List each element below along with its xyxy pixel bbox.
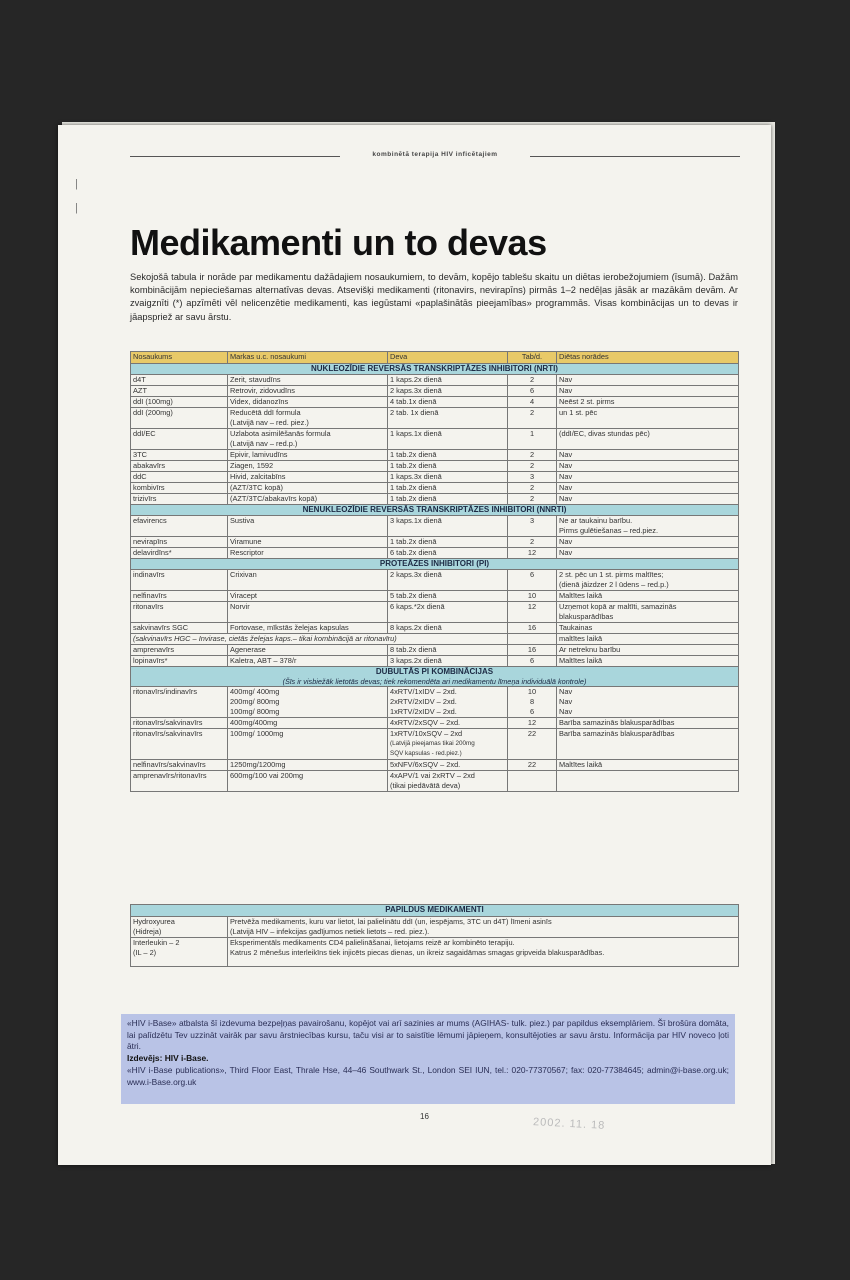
- drug-name: ritonavīrs/sakvinavīrs: [131, 718, 228, 729]
- dose: 4xAPV/1 vai 2xRTV – 2xd: [388, 771, 508, 782]
- brand-names: [228, 526, 388, 537]
- section-heading-row: [131, 505, 739, 516]
- diet-notes: Ar netreknu barību: [557, 645, 739, 656]
- tablets-per-day: 2: [508, 537, 557, 548]
- table-row: [131, 439, 739, 450]
- tablets-per-day: [508, 612, 557, 623]
- table-row: [131, 623, 739, 634]
- diet-notes: Nav: [557, 494, 739, 505]
- intro-paragraph: Sekojošā tabula ir norāde par medikamentu dažādajiem nosaukumiem, to devām, kopējo tablešu skaitu un diētas ierobežojumiem (īsumā). Dažām kombinācijām nepieciešamas alternatīvas devas. Atsevišķi medikamenti (ritonavirs, nevirapīns) pirmās 1–2 nedēļas jāsāk ar mazākām devām. Ar zvaigznīti (*) apzīmēti vēl nelicenzētie medikamenti, kas iegūstami «paplašinātās pieejamības» programmās. Visas kombinācijas un to devas ir jāapspriež ar savu ārstu.: [130, 272, 738, 322]
- section-heading-row: [131, 667, 739, 687]
- drug-description: Pretvēža medikaments, kuru var lietot, lai palielinātu ddI (un, iespējams, 3TC un d4T) līmeni asinīs: [228, 917, 739, 928]
- drug-name: d4T: [131, 375, 228, 386]
- diet-notes: Nav: [557, 697, 739, 707]
- dose: SQV kapsulas - red.piez.): [388, 749, 508, 760]
- table-row: [131, 771, 739, 782]
- brand-names: Crixivan: [228, 570, 388, 581]
- diet-notes: Maltītes laikā: [557, 760, 739, 771]
- diet-notes: Taukainas: [557, 623, 739, 634]
- tablets-per-day: 12: [508, 602, 557, 613]
- brand-names: 100mg/ 800mg: [228, 707, 388, 718]
- tablets-per-day: 3: [508, 472, 557, 483]
- tablets-per-day: 2: [508, 408, 557, 419]
- brand-names: (Latvijā nav – red.p.): [228, 439, 388, 450]
- tablets-per-day: [508, 418, 557, 429]
- brand-names: Epivir, lamivudīns: [228, 450, 388, 461]
- drug-name: Hydroxyurea: [131, 917, 228, 928]
- tablets-per-day: 2: [508, 450, 557, 461]
- diet-notes: (dienā jāizdzer 2 l ūdens – red.p.): [557, 580, 739, 591]
- drug-name: ritonavīrs/sakvinavīrs: [131, 729, 228, 740]
- dose: 1xRTV/10xSQV – 2xd: [388, 729, 508, 740]
- table-row: [131, 917, 739, 928]
- tablets-per-day: [508, 439, 557, 450]
- drug-name: delavirdīns*: [131, 548, 228, 559]
- tablets-per-day: [508, 771, 557, 782]
- dose: 3 kaps.1x dienā: [388, 516, 508, 527]
- table-row: [131, 580, 739, 591]
- column-header: Nosaukums: [131, 352, 228, 364]
- dose: [388, 439, 508, 450]
- dose: 1 tab.2x dienā: [388, 461, 508, 472]
- dose: [388, 418, 508, 429]
- drug-name: [131, 526, 228, 537]
- column-header: Deva: [388, 352, 508, 364]
- brand-names: Zerit, stavudīns: [228, 375, 388, 386]
- table-row: [131, 461, 739, 472]
- brand-names: Reducētā ddI formula: [228, 408, 388, 419]
- tablets-per-day: 12: [508, 548, 557, 559]
- section-title: PROTEĀZES INHIBITORI (PI): [379, 559, 490, 568]
- table-row: [131, 548, 739, 559]
- drug-name: 3TC: [131, 450, 228, 461]
- drug-name: ddI (200mg): [131, 408, 228, 419]
- drug-name: ddC: [131, 472, 228, 483]
- drug-name: nelfinavīrs: [131, 591, 228, 602]
- diet-notes: Nav: [557, 375, 739, 386]
- brand-names: 400mg/ 400mg: [228, 687, 388, 698]
- table-header-row: [131, 352, 739, 364]
- section-heading-row: [131, 364, 739, 375]
- table-row: [131, 591, 739, 602]
- dose: 2 tab. 1x dienā: [388, 408, 508, 419]
- diet-notes: [557, 439, 739, 450]
- drug-name: [131, 580, 228, 591]
- brand-names: Viramune: [228, 537, 388, 548]
- dose: 1 kaps.2x dienā: [388, 375, 508, 386]
- dose: 1 tab.2x dienā: [388, 450, 508, 461]
- section-title: PAPILDUS MEDIKAMENTI: [131, 905, 739, 917]
- medication-table: [130, 351, 739, 792]
- tablets-per-day: [508, 781, 557, 792]
- dose: 1 kaps.1x dienā: [388, 429, 508, 440]
- diet-notes: Ne ar taukainu barību.: [557, 516, 739, 527]
- table-row: [131, 397, 739, 408]
- dose: 1 tab.2x dienā: [388, 494, 508, 505]
- table-row: [131, 697, 739, 707]
- table-row: [131, 516, 739, 527]
- brand-names: 1250mg/1200mg: [228, 760, 388, 771]
- drug-name: lopinavīrs*: [131, 656, 228, 667]
- section-title: NUKLEOZĪDIE REVERSĀS TRANSKRIPTĀZES INHIBITORI (NRTI): [311, 364, 558, 373]
- drug-name: indinavīrs: [131, 570, 228, 581]
- drug-name: ritonavīrs/indinavīrs: [131, 687, 228, 698]
- drug-name: trizivīrs: [131, 494, 228, 505]
- drug-name: efavirencs: [131, 516, 228, 527]
- section-title: NENUKLEOZĪDIE REVERSĀS TRANSKRIPTĀZES INHIBITORI (NNRTI): [302, 505, 567, 514]
- dose: 6 tab.2x dienā: [388, 548, 508, 559]
- publisher-info-box: [121, 1014, 735, 1104]
- table-row: [131, 570, 739, 581]
- diet-notes: Nav: [557, 450, 739, 461]
- drug-name: nelfinavīrs/sakvinavīrs: [131, 760, 228, 771]
- table-row: [131, 656, 739, 667]
- diet-notes: [557, 739, 739, 749]
- dose: 5 tab.2x dienā: [388, 591, 508, 602]
- drug-name: [131, 697, 228, 707]
- tablets-per-day: 16: [508, 623, 557, 634]
- drug-description: Eksperimentāls medikaments CD4 palielināšanai, lietojams reizē ar kombinēto terapiju.: [228, 938, 739, 949]
- column-header: Diētas norādes: [557, 352, 739, 364]
- brand-names: 200mg/ 800mg: [228, 697, 388, 707]
- dose: 1xRTV/2xIDV – 2xd.: [388, 707, 508, 718]
- drug-name: [131, 612, 228, 623]
- drug-name: ddI/EC: [131, 429, 228, 440]
- table-row: [131, 483, 739, 494]
- diet-notes: [557, 749, 739, 760]
- table-row: [131, 781, 739, 792]
- brand-names: Norvir: [228, 602, 388, 613]
- section-title-cell: [131, 505, 739, 516]
- brand-names: [228, 749, 388, 760]
- diet-notes: Nav: [557, 386, 739, 397]
- tablets-per-day: [508, 749, 557, 760]
- section-title-cell: [131, 364, 739, 375]
- brand-names: Viracept: [228, 591, 388, 602]
- brand-names: (Latvijā nav – red. piez.): [228, 418, 388, 429]
- table-row: [131, 526, 739, 537]
- drug-name: Interleukin – 2: [131, 938, 228, 949]
- table-row: [131, 645, 739, 656]
- additional-medication-table: [130, 904, 739, 967]
- tablets-per-day: 1: [508, 429, 557, 440]
- drug-name: amprenavīrs: [131, 645, 228, 656]
- table-row: [131, 537, 739, 548]
- table-row: [131, 687, 739, 698]
- date-stamp: 2002. 11. 18: [532, 1116, 606, 1132]
- dose: 1 kaps.3x dienā: [388, 472, 508, 483]
- dose: [388, 580, 508, 591]
- brand-names: Retrovir, zidovudīns: [228, 386, 388, 397]
- drug-name: [131, 739, 228, 749]
- tablets-per-day: [508, 580, 557, 591]
- tablets-per-day: 2: [508, 483, 557, 494]
- diet-notes: [557, 418, 739, 429]
- drug-description: (Latvijā HIV – infekcijas gadījumos netiek lietots – red. piez.).: [228, 927, 739, 938]
- drug-name: amprenavīrs/ritonavīrs: [131, 771, 228, 782]
- dose: 4xRTV/2xSQV – 2xd.: [388, 718, 508, 729]
- table-row: [131, 760, 739, 771]
- dose: 3 kaps.2x dienā: [388, 656, 508, 667]
- dose: 4xRTV/1xIDV – 2xd.: [388, 687, 508, 698]
- diet-notes: Nav: [557, 483, 739, 494]
- table-row: [131, 707, 739, 718]
- table-row: [131, 718, 739, 729]
- diet-notes: Maltītes laikā: [557, 591, 739, 602]
- drug-name: [131, 781, 228, 792]
- table-row: [131, 472, 739, 483]
- diet-notes: Neēst 2 st. pirms: [557, 397, 739, 408]
- brand-names: 600mg/100 vai 200mg: [228, 771, 388, 782]
- dose: [388, 612, 508, 623]
- section-heading-row: [131, 559, 739, 570]
- drug-name: kombivīrs: [131, 483, 228, 494]
- table-row: [131, 612, 739, 623]
- brand-names: [228, 781, 388, 792]
- dose: 1 tab.2x dienā: [388, 483, 508, 494]
- dose: 6 kaps.*2x dienā: [388, 602, 508, 613]
- dose: (Latvijā pieejamas tikai 200mg: [388, 739, 508, 749]
- tablets-per-day: [508, 739, 557, 749]
- drug-name: ddI (100mg): [131, 397, 228, 408]
- column-header: Markas u.c. nosaukumi: [228, 352, 388, 364]
- table-row: [131, 634, 739, 645]
- diet-notes: 2 st. pēc un 1 st. pirms maltītes;: [557, 570, 739, 581]
- tablets-per-day: 22: [508, 729, 557, 740]
- tablets-per-day: 6: [508, 656, 557, 667]
- brand-names: [228, 580, 388, 591]
- tablets-per-day: 6: [508, 386, 557, 397]
- brand-names: Videx, didanozīns: [228, 397, 388, 408]
- drug-name: (Hidreja): [131, 927, 228, 938]
- section-note: (Šīs ir visbiežāk lietotās devas; tiek rekomendēta ari medikamentu līmeņa individuālā kontrole): [282, 676, 587, 686]
- table-row: [131, 602, 739, 613]
- section-heading-row: [131, 905, 739, 917]
- diet-notes: Pirms gulētiešanas – red.piez.: [557, 526, 739, 537]
- brand-names: Uzlabota asimilēšanās formula: [228, 429, 388, 440]
- tablets-per-day: [508, 634, 557, 645]
- dose: 4 tab.1x dienā: [388, 397, 508, 408]
- table-row: [131, 927, 739, 938]
- diet-notes: maltītes laikā: [557, 634, 739, 645]
- publisher-address: «HIV i-Base publications», Third Floor East, Thrale Hse, 44–46 Southwark St., London SEI IUN, tel.: 020-77370567; fax: 020-77384645; admin@i-base.org.uk; www.i-Base.org.uk: [127, 1064, 729, 1087]
- diet-notes: Nav: [557, 548, 739, 559]
- diet-notes: [557, 771, 739, 782]
- page-number: 16: [420, 1112, 429, 1121]
- drug-name: ritonavīrs: [131, 602, 228, 613]
- table-row: [131, 450, 739, 461]
- brand-names: (AZT/3TC kopā): [228, 483, 388, 494]
- brand-names: Hivid, zalcitabīns: [228, 472, 388, 483]
- tablets-per-day: 12: [508, 718, 557, 729]
- brand-names: Sustiva: [228, 516, 388, 527]
- diet-notes: Barība samazinās blakusparādības: [557, 729, 739, 740]
- table-row: [131, 739, 739, 749]
- brand-names: [228, 612, 388, 623]
- tablets-per-day: 16: [508, 645, 557, 656]
- tablets-per-day: 2: [508, 461, 557, 472]
- tablets-per-day: 2: [508, 494, 557, 505]
- table-row: [131, 429, 739, 440]
- page-title: Medikamenti un to devas: [130, 222, 547, 263]
- dose: 5xNFV/6xSQV – 2xd.: [388, 760, 508, 771]
- running-header: [130, 150, 740, 164]
- diet-notes: (ddI/EC, divas stundas pēc): [557, 429, 739, 440]
- drug-name: [131, 749, 228, 760]
- dose: 8 kaps.2x dienā: [388, 623, 508, 634]
- drug-name: nevirapīns: [131, 537, 228, 548]
- brand-names: 100mg/ 1000mg: [228, 729, 388, 740]
- dose: [388, 526, 508, 537]
- drug-name: [131, 707, 228, 718]
- column-header: Tab/d.: [508, 352, 557, 364]
- table-row: [131, 494, 739, 505]
- diet-notes: Maltītes laikā: [557, 656, 739, 667]
- section-title: DUBULTĀS PI KOMBINĀCIJAS: [375, 667, 494, 676]
- tablets-per-day: 22: [508, 760, 557, 771]
- diet-notes: [557, 781, 739, 792]
- drug-name: [131, 418, 228, 429]
- table-row: [131, 375, 739, 386]
- footer-paragraph: «HIV i-Base» atbalsta šī izdevuma bezpeļņas pavairošanu, kopējot vai arī sazinies ar mums (AGIHAS- tulk. piez.) par papildus eksemplāriem. Šī brošūra domāta, lai palīdzētu Tev uzzināt vairāk par savu ārstniecības kursu, taču visi ar to saistītie lēmumi jāpieņem, konsultējoties ar savu ārstu. Informācija par HIV noveco ļoti ātri.: [127, 1018, 729, 1052]
- table-row: [131, 418, 739, 429]
- brand-names: Agenerase: [228, 645, 388, 656]
- drug-name: (sakvinavīrs HGC – Invirase, cietās želejas kaps.– tikai kombinācijā ar ritonavīru): [131, 634, 508, 645]
- diet-notes: Barība samazinās blakusparādības: [557, 718, 739, 729]
- table-row: [131, 386, 739, 397]
- diet-notes: blakusparādības: [557, 612, 739, 623]
- publisher-label: Izdevējs: HIV i-Base.: [127, 1053, 209, 1064]
- brand-names: Kaletra, ABT – 378/r: [228, 656, 388, 667]
- tablets-per-day: 10: [508, 687, 557, 698]
- drug-name: abakavīrs: [131, 461, 228, 472]
- tablets-per-day: [508, 526, 557, 537]
- table-row: [131, 729, 739, 740]
- dose: 2xRTV/2xIDV – 2xd.: [388, 697, 508, 707]
- drug-name: [131, 439, 228, 450]
- drug-name: AZT: [131, 386, 228, 397]
- diet-notes: un 1 st. pēc: [557, 408, 739, 419]
- diet-notes: Nav: [557, 472, 739, 483]
- dose: 2 kaps.3x dienā: [388, 386, 508, 397]
- drug-name: sakvinavīrs SGC: [131, 623, 228, 634]
- tablets-per-day: 6: [508, 707, 557, 718]
- drug-description: Katrus 2 mēnešus interleikīns tiek injicēts piecas dienas, un ikreiz sagaidāmas smagas gripveida blakusparādības.: [228, 948, 739, 967]
- tablets-per-day: 3: [508, 516, 557, 527]
- diet-notes: Nav: [557, 461, 739, 472]
- dose: 8 tab.2x dienā: [388, 645, 508, 656]
- tablets-per-day: 10: [508, 591, 557, 602]
- table-row: [131, 408, 739, 419]
- margin-marks: | |: [75, 178, 78, 214]
- tablets-per-day: 2: [508, 375, 557, 386]
- dose: (tikai piedāvātā deva): [388, 781, 508, 792]
- diet-notes: Nav: [557, 537, 739, 548]
- tablets-per-day: 4: [508, 397, 557, 408]
- diet-notes: Nav: [557, 707, 739, 718]
- diet-notes: Uzņemot kopā ar maltīti, samazinās: [557, 602, 739, 613]
- table-row: [131, 948, 739, 967]
- brand-names: Rescriptor: [228, 548, 388, 559]
- brand-names: Fortovase, mīkstās želejas kapsulas: [228, 623, 388, 634]
- drug-name: (IL – 2): [131, 948, 228, 967]
- section-title-cell: [131, 667, 739, 687]
- tablets-per-day: 6: [508, 570, 557, 581]
- tablets-per-day: 8: [508, 697, 557, 707]
- brand-names: Ziagen, 1592: [228, 461, 388, 472]
- section-title-cell: [131, 559, 739, 570]
- brand-names: (AZT/3TC/abakavīrs kopā): [228, 494, 388, 505]
- table-row: [131, 938, 739, 949]
- dose: 2 kaps.3x dienā: [388, 570, 508, 581]
- table-row: [131, 749, 739, 760]
- header-text: kombinētā terapija HIV inficētajiem: [372, 151, 498, 158]
- brand-names: [228, 739, 388, 749]
- dose: 1 tab.2x dienā: [388, 537, 508, 548]
- diet-notes: Nav: [557, 687, 739, 698]
- brand-names: 400mg/400mg: [228, 718, 388, 729]
